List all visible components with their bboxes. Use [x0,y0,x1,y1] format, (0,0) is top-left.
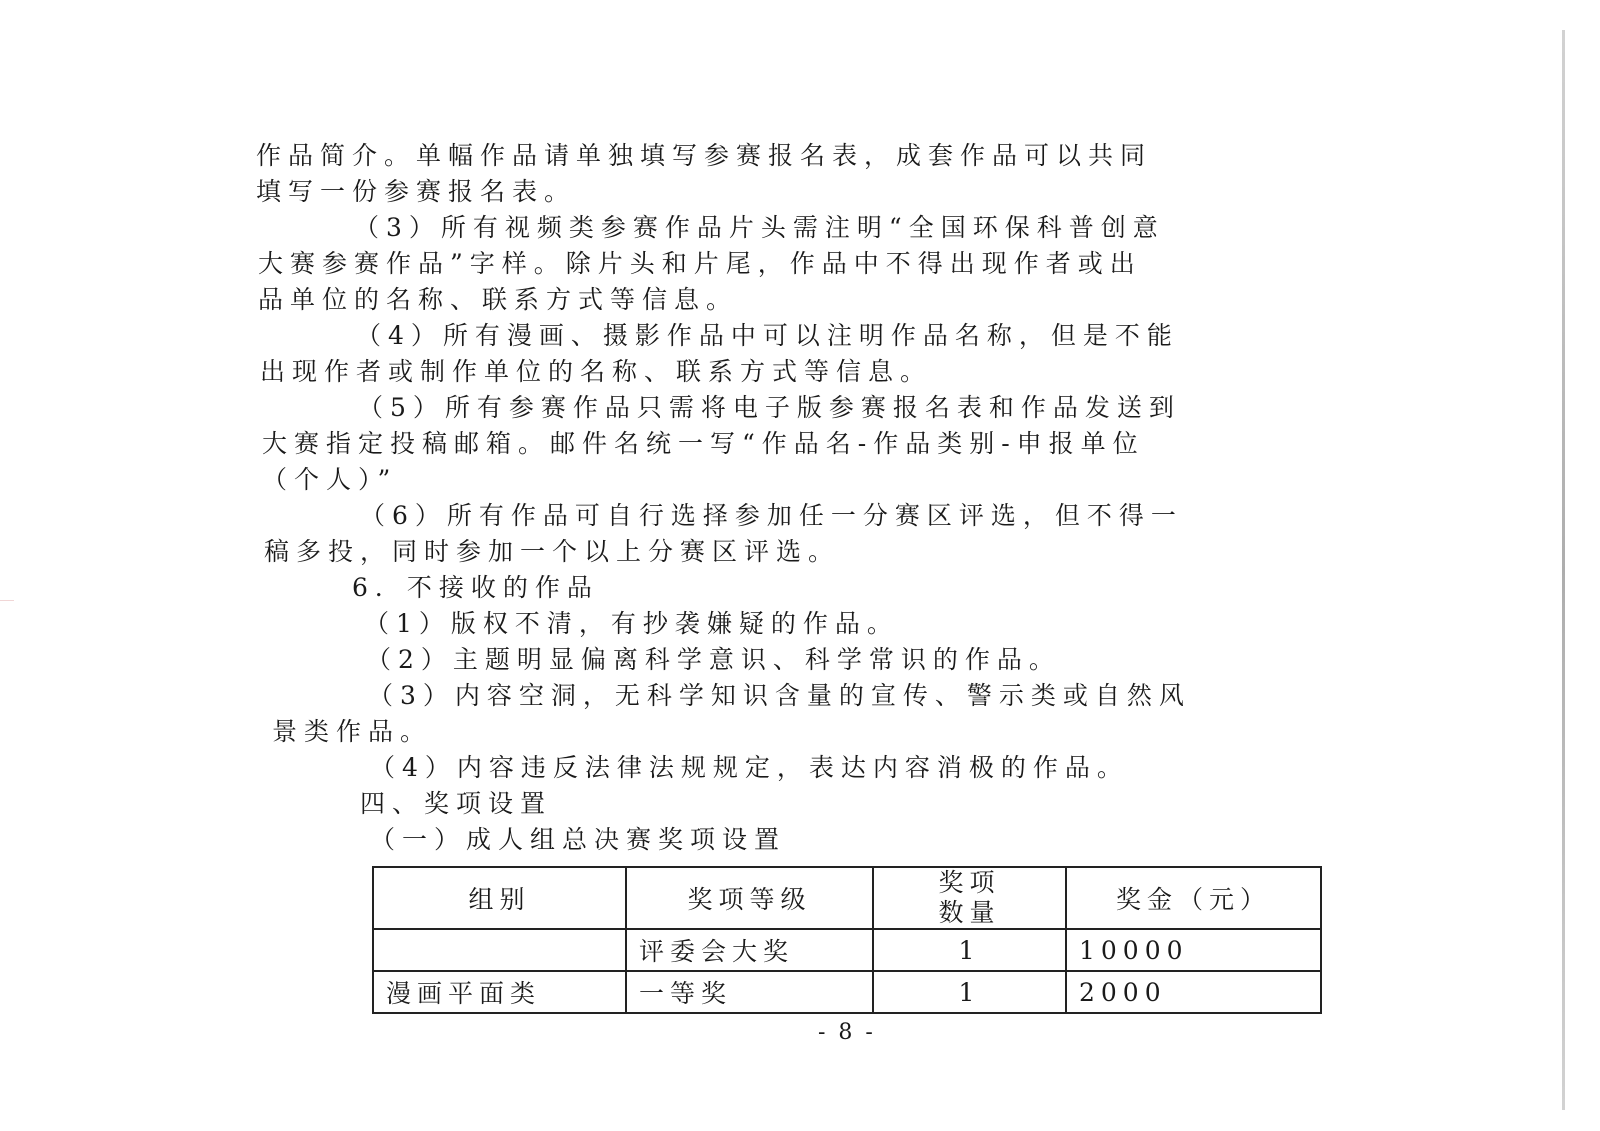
table-row [373,929,1321,971]
list-item: （1）版权不清，有抄袭嫌疑的作品。 [364,609,899,638]
header-prize: 奖金（元） [1066,867,1321,929]
header-count-line1: 奖项 [938,868,1001,897]
table-row [373,971,1321,1013]
paragraph-line: （3）所有视频类参赛作品片头需注明“全国环保科普创意 [354,213,1165,242]
section-heading: 四、奖项设置 [360,789,553,818]
header-group: 组别 [373,867,626,929]
section-heading: 6．不接收的作品 [352,573,599,602]
header-count-line2: 数量 [938,898,1001,927]
awards-table [372,866,1322,1014]
paragraph-line: （4）所有漫画、摄影作品中可以注明作品名称，但是不能 [356,321,1179,350]
paragraph-line: 大赛参赛作品”字样。除片头和片尾，作品中不得出现作者或出 [258,249,1142,278]
scan-edge-shadow [1562,30,1565,1110]
scan-artifact [0,600,14,661]
page-number: - 8 - [818,1020,876,1045]
cell-count: 1 [873,929,1066,971]
cell-prize: 2000 [1066,971,1321,1013]
paragraph-line: 大赛指定投稿邮箱。邮件名统一写“作品名-作品类别-申报单位 [262,429,1145,458]
paragraph-line: 稿多投，同时参加一个以上分赛区评选。 [264,537,841,566]
cell-group: 漫画平面类 [373,971,626,1013]
cell-group [373,929,626,971]
header-count [873,867,1066,929]
paragraph-line: 品单位的名称、联系方式等信息。 [258,285,739,314]
header-level: 奖项等级 [626,867,873,929]
paragraph-line: 填写一份参赛报名表。 [256,177,577,206]
cell-count: 1 [873,971,1066,1013]
paragraph-line: （个人）” [262,465,398,494]
list-item: （2）主题明显偏离科学意识、科学常识的作品。 [366,645,1061,674]
paragraph-line: （6）所有作品可自行选择参加任一分赛区评选，但不得一 [360,501,1183,530]
cell-prize: 10000 [1066,929,1321,971]
paragraph-line: 作品简介。单幅作品请单独填写参赛报名表，成套作品可以共同 [256,141,1153,170]
list-item: （3）内容空洞，无科学知识含量的宣传、警示类或自然风 [368,681,1191,710]
subsection-heading: （一）成人组总决赛奖项设置 [370,825,787,854]
table-header-row [373,867,1321,929]
cell-level: 一等奖 [626,971,873,1013]
list-item: （4）内容违反法律法规规定，表达内容消极的作品。 [370,753,1129,782]
paragraph-line: 出现作者或制作单位的名称、联系方式等信息。 [260,357,933,386]
cell-level: 评委会大奖 [626,929,873,971]
paragraph-line: （5）所有参赛作品只需将电子版参赛报名表和作品发送到 [358,393,1181,422]
list-item: 景类作品。 [272,717,433,746]
